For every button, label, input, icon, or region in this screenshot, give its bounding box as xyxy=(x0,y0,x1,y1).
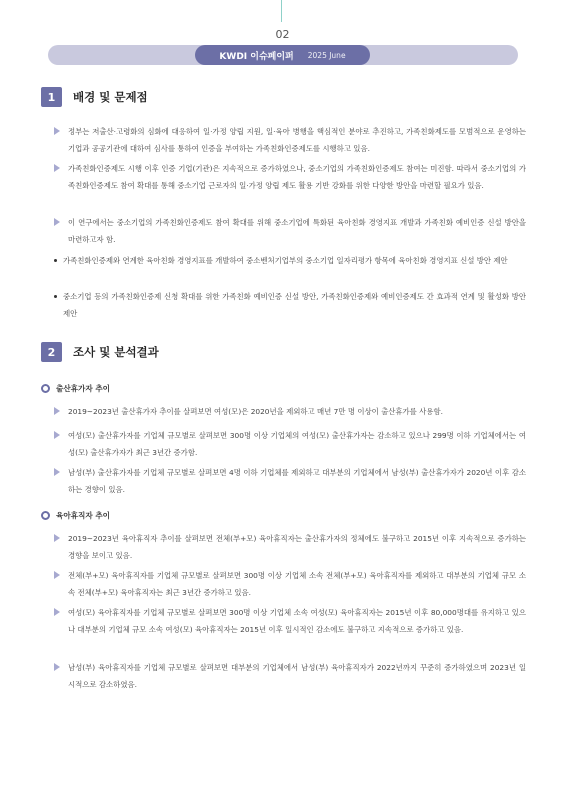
list-item: 중소기업 등의 가족친화인증제 신청 확대를 위한 가족친화 예비인증 신설 방안, 가족친화인증제와 예비인증제도 간 효과적 연계 및 활성화 방안 제안 xyxy=(54,288,526,322)
ring-bullet-icon xyxy=(41,511,50,520)
section-2-heading xyxy=(41,342,159,362)
triangle-bullet-icon xyxy=(54,407,60,415)
triangle-bullet-icon xyxy=(54,468,60,476)
header-badge xyxy=(195,45,370,65)
bullet-dot-icon xyxy=(54,295,57,298)
section-title: 배경 및 문제점 xyxy=(73,90,148,104)
triangle-bullet-icon xyxy=(54,534,60,542)
triangle-bullet-icon xyxy=(54,218,60,226)
paragraph: 2019~2023년 출산휴가자 추이를 살펴보면 여성(모)은 2020년을 제외하고 매년 7만 명 이상이 출산휴가를 사용함. xyxy=(54,403,526,420)
section-number-badge: 2 xyxy=(41,342,62,362)
section-1-heading xyxy=(41,87,148,107)
paragraph: 정부는 저출산·고령화의 심화에 대응하여 일·가정 양립 지원, 일·육아 병행을 핵심적인 분야로 추진하고, 가족친화제도를 모범적으로 운영하는 기업과 공공기관에 대하여 심사를 통하여 인증을 부여하는 가족친화인증제도를 시행하고 있음. xyxy=(54,123,526,157)
subsection-heading: 출산휴가자 추이 xyxy=(41,381,110,395)
publication-title: KWDI 이슈페이퍼 xyxy=(219,51,294,62)
triangle-bullet-icon xyxy=(54,608,60,616)
paragraph: 전체(부+모) 육아휴직자를 기업체 규모별로 살펴보면 300명 이상 기업체 소속 전체(부+모) 육아휴직자를 제외하고 대부분의 기업체 규모 소속 전체(부+모) 육아휴직자는 최근 3년간 증가하고 있음. xyxy=(54,567,526,601)
page-number: 02 xyxy=(275,28,290,41)
paragraph: 남성(부) 육아휴직자를 기업체 규모별로 살펴보면 대부분의 기업체에서 남성(부) 육아휴직자가 2022년까지 꾸준히 증가하였으며 2023년 일시적으로 감소하였음. xyxy=(54,659,526,693)
paragraph: 이 연구에서는 중소기업의 가족친화인증제도 참여 확대를 위해 중소기업에 특화된 육아친화 경영지표 개발과 가족친화 예비인증 신설 방안을 마련하고자 함. xyxy=(54,214,526,248)
triangle-bullet-icon xyxy=(54,127,60,135)
list-item: 가족친화인증제와 연계한 육아친화 경영지표를 개발하여 중소벤처기업부의 중소기업 일자리평가 항목에 육아친화 경영지표 신설 방안 제안 xyxy=(54,252,526,269)
publication-date: 2025 June xyxy=(307,50,346,60)
triangle-bullet-icon xyxy=(54,164,60,172)
paragraph: 여성(모) 육아휴직자를 기업체 규모별로 살펴보면 300명 이상 기업체 소속 여성(모) 육아휴직자는 2015년 이후 80,000명대를 유지하고 있으나 대부분의 기업체 규모 소속 여성(모) 육아휴직자는 2015년 이후 일시적인 감소에도 불구하고 지속적으로 증가하고 있음. xyxy=(54,604,526,638)
section-number-badge: 1 xyxy=(41,87,62,107)
triangle-bullet-icon xyxy=(54,431,60,439)
section-title: 조사 및 분석결과 xyxy=(73,345,159,359)
top-divider-line xyxy=(281,0,282,22)
paragraph: 가족친화인증제도 시행 이후 인증 기업(기관)은 지속적으로 증가하였으나, 중소기업의 가족친화인증제도 참여는 미진함. 따라서 중소기업의 가족친화인증제도 참여 확대를 통해 중소기업 근로자의 일·가정 양립 제도 활용 기반 강화를 위한 다양한 방안을 마련할 필요가 있음. xyxy=(54,160,526,194)
paragraph: 여성(모) 출산휴가자를 기업체 규모별로 살펴보면 300명 이상 기업체의 여성(모) 출산휴가자는 감소하고 있으나 299명 이하 기업체에서는 여성(모) 출산휴가자가 최근 3년간 증가함. xyxy=(54,427,526,461)
bullet-dot-icon xyxy=(54,259,57,262)
subsection-heading: 육아휴직자 추이 xyxy=(41,508,110,522)
triangle-bullet-icon xyxy=(54,571,60,579)
paragraph: 2019~2023년 육아휴직자 추이를 살펴보면 전체(부+모) 육아휴직자는 출산휴가자의 정체에도 불구하고 2015년 이후 지속적으로 증가하는 경향을 보이고 있음. xyxy=(54,530,526,564)
triangle-bullet-icon xyxy=(54,663,60,671)
paragraph: 남성(부) 출산휴가자를 기업체 규모별로 살펴보면 4명 이하 기업체를 제외하고 대부분의 기업체에서 남성(부) 출산휴가자가 2020년 이후 감소하는 경향이 있음. xyxy=(54,464,526,498)
ring-bullet-icon xyxy=(41,384,50,393)
